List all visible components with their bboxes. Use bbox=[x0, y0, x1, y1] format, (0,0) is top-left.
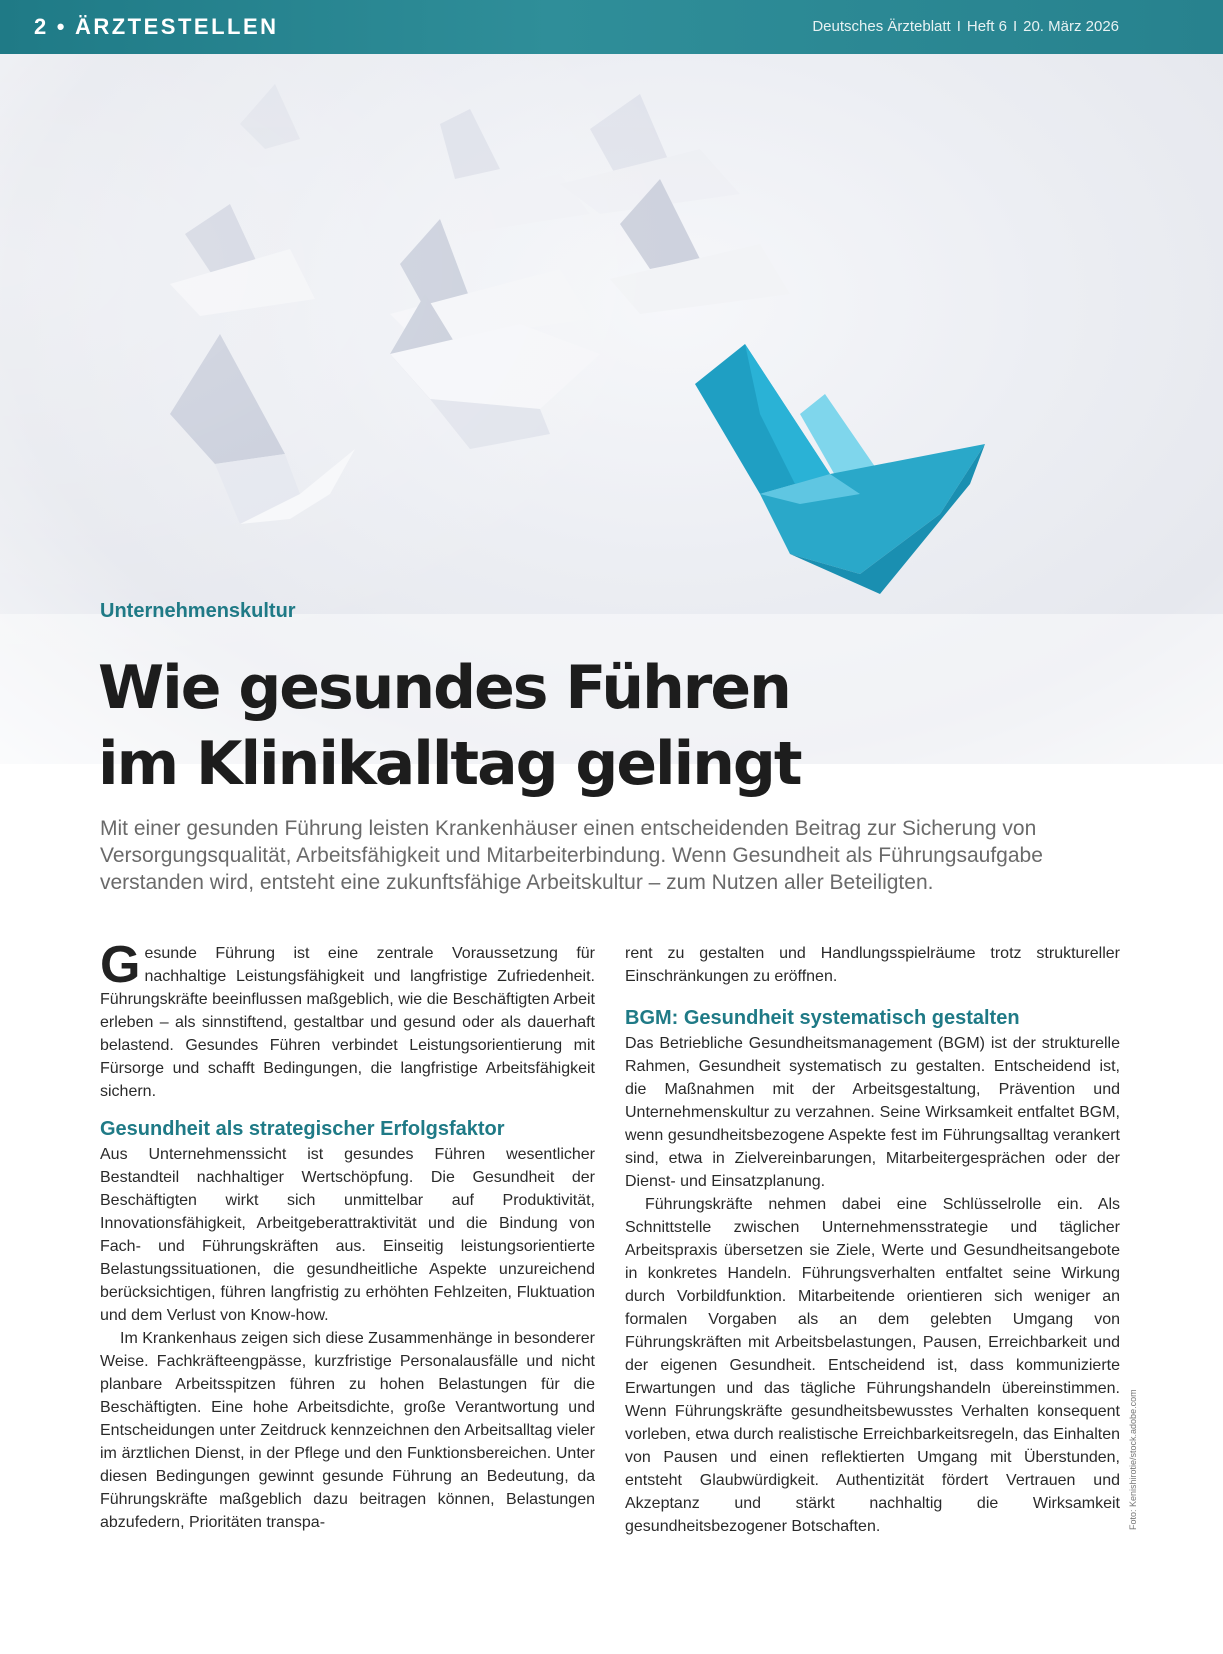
bullet: • bbox=[56, 14, 67, 39]
article-lead: Mit einer gesunden Führung leisten Krankenhäuser einen entscheidenden Beitrag zur Sicherung von Versorgungsqualität, Arbeitsfähigkeit und Mitarbeiterbindung. Wenn Gesundheit als Führungsaufgabe verstanden wird, entsteht eine zukunftsfähige Arbeitskultur – zum Nutzen aller Beteiligten. bbox=[100, 817, 1043, 894]
journal-name: Deutsches Ärzteblatt bbox=[812, 18, 951, 35]
intro-text: esunde Führung ist eine zentrale Voraussetzung für nachhaltige Leistungsfähigkeit und langfristige Zufriedenheit. Führungskräfte beeinflussen maßgeblich, wie die Beschäftigten Arbeit erleben – als sinnstiftend, gestaltbar und gesund oder als dauerhaft belastend. Gesundes Führen verbindet Leistungsorientierung mit Fürsorge und schafft Bedingungen, die langfristige Arbeitsfähigkeit sichern. bbox=[100, 945, 595, 1100]
intro-paragraph bbox=[100, 936, 595, 1103]
separator: I bbox=[956, 18, 961, 35]
issue-meta bbox=[812, 16, 1119, 38]
body-column-left bbox=[100, 936, 595, 1534]
drop-cap: G bbox=[100, 936, 141, 994]
page-header-bar bbox=[0, 0, 1223, 54]
paragraph-2-continued: rent zu gestalten und Handlungsspielräume trotz struktureller Einschränkungen zu eröffnen. bbox=[625, 945, 1120, 985]
separator: I bbox=[1012, 18, 1018, 35]
issue-date: 20. März 2026 bbox=[1023, 18, 1119, 35]
section-title: ÄRZTESTELLEN bbox=[74, 14, 279, 39]
section-heading-2: BGM: Gesundheit systematisch gestalten bbox=[625, 1007, 1020, 1029]
issue-number: Heft 6 bbox=[966, 18, 1007, 35]
body-column-right bbox=[625, 942, 1120, 1538]
photo-credit: Foto: Kenishirotie/stock.adobe.com bbox=[1128, 1389, 1138, 1530]
paragraph-1: Aus Unternehmenssicht ist gesundes Führen wesentlicher Bestandteil nachhaltiger Wertschöpfung. Die Gesundheit der Beschäftigten wirkt sich unmittelbar auf Produktivität, Innovationsfähigkeit, Arbeitgeberattraktivität und die Bindung von Fach- und Führungskräften aus. Einseitig leistungsorientierte Belastungssituationen, die gesundheitliche Aspekte unzureichend berücksichtigen, führen langfristig zu erhöhten Fehlzeiten, Fluktuation und dem Verlust von Know-how. bbox=[100, 1146, 595, 1324]
page-number: 2 bbox=[34, 14, 49, 39]
paragraph-2: Im Krankenhaus zeigen sich diese Zusammenhänge in besonderer Weise. Fachkräfteengpässe, kurzfristige Personalausfälle und nicht planbare Arbeitsspitzen führen zu hohen Belastungen für die Beschäftigten. Eine hohe Arbeitsdichte, große Verantwortung und Entscheidungen unter Zeitdruck kennzeichnen den Arbeitsalltag vieler im ärztlichen Dienst, in der Pflege und den Funktionsbereichen. Unter diesen Bedingungen gewinnt gesunde Führung an Bedeutung, da Führungskräfte maßgeblich dazu beitragen können, Belastungen abzufedern, Prioritäten transpa- bbox=[100, 1330, 595, 1531]
article-kicker: Unternehmenskultur bbox=[100, 600, 296, 622]
headline-line-1: Wie gesundes Führen bbox=[98, 653, 790, 723]
section-heading-1: Gesundheit als strategischer Erfolgsfaktor bbox=[100, 1118, 505, 1140]
section-label bbox=[34, 12, 279, 42]
article-headline bbox=[98, 650, 818, 802]
headline-line-2: im Klinikalltag gelingt bbox=[98, 729, 801, 799]
paragraph-4: Führungskräfte nehmen dabei eine Schlüsselrolle ein. Als Schnittstelle zwischen Unternehmensstrategie und täglicher Arbeitspraxis übersetzen sie Ziele, Werte und Gesundheitsangebote in konkretes Handeln. Führungsverhalten entfaltet seine Wirkung durch Vorbildfunktion. Mitarbeitende orientieren sich weniger an formalen Vorgaben als an dem gelebten Umgang von Führungskräften mit Arbeitsbelastungen, Pausen, Erreichbarkeit und der eigenen Gesundheit. Entscheidend ist, dass kommunizierte Erwartungen und das tägliche Führungshandeln übereinstimmen. Wenn Führungskräfte gesundheitsbewusstes Verhalten konsequent vorleben, etwa durch realistische Erreichbarkeitsregeln, das Einhalten von Pausen und einen reflektierten Umgang mit Überstunden, entsteht Glaubwürdigkeit. Authentizität fördert Vertrauen und Akzeptanz und stärkt nachhaltig die Wirksamkeit gesundheitsbezogener Botschaften. bbox=[625, 1196, 1120, 1535]
paragraph-3: Das Betriebliche Gesundheitsmanagement (BGM) ist der strukturelle Rahmen, Gesundheit systematisch zu gestalten. Entscheidend ist, die Maßnahmen mit der Arbeitsgestaltung, Prävention und Unternehmenskultur zu verzahnen. Seine Wirksamkeit entfaltet BGM, wenn gesundheitsbezogene Aspekte fest im Führungsalltag verankert sind, etwa in Zielvereinbarungen, Mitarbeitergesprächen oder der Dienst- und Einsatzplanung. bbox=[625, 1035, 1120, 1190]
